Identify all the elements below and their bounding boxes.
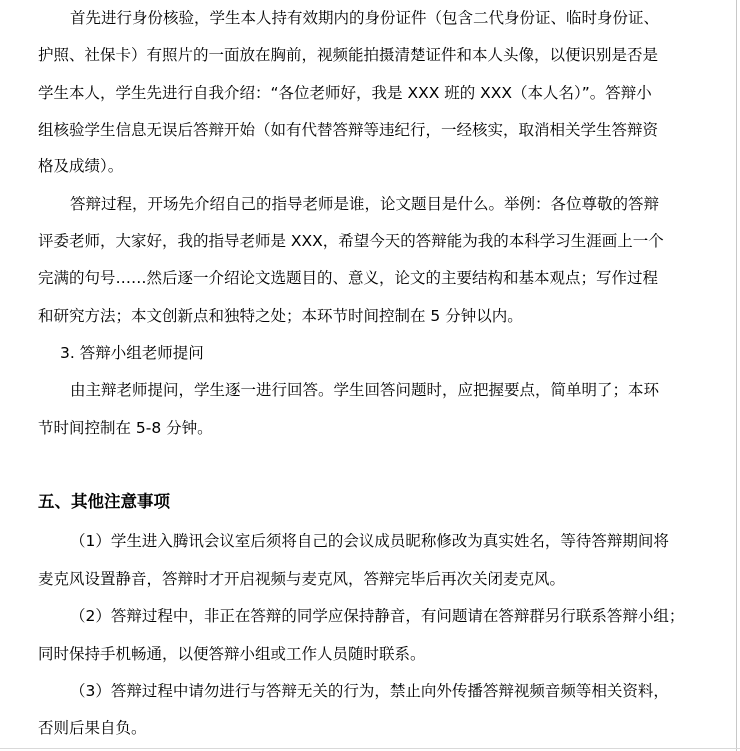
para1-line-4: 组核验学生信息无误后答辩开始（如有代替答辩等违纪行，一经核实，取消相关学生答辩资 [38, 121, 659, 139]
para1-line-3: 学生本人，学生先进行自我介绍：“各位老师好，我是 XXX 班的 XXX（本人名）”。答辩小 [38, 84, 652, 102]
para2-line-3: 完满的句号……然后逐一介绍论文选题目的、意义，论文的主要结构和基本观点；写作过程 [38, 269, 659, 287]
note3-line-2: 否则后果自负。 [38, 719, 147, 737]
page-bottom-divider [0, 748, 740, 749]
note2-line-1: （2）答辩过程中，非正在答辩的同学应保持静音，有问题请在答辩群另行联系答辩小组； [70, 607, 685, 625]
note1-line-2: 麦克风设置静音，答辩时才开启视频与麦克风，答辩完毕后再次关闭麦克风。 [38, 570, 566, 588]
para1-line-1: 首先进行身份核验，学生本人持有效期内的身份证件（包含二代身份证、临时身份证、 [70, 9, 660, 27]
section-heading: 五、其他注意事项 [38, 492, 170, 511]
para1-line-2: 护照、社保卡）有照片的一面放在胸前，视频能拍摄清楚证件和本人头像，以便识别是否是 [38, 46, 659, 64]
note2-line-2: 同时保持手机畅通，以便答辩小组或工作人员随时联系。 [38, 645, 426, 663]
para2-line-2: 评委老师，大家好，我的指导老师是 XXX，希望今天的答辩能为我的本科学习生涯画上一个 [38, 232, 664, 250]
para1-line-5: 格及成绩）。 [38, 157, 124, 175]
para2-line-1: 答辩过程，开场先介绍自己的指导老师是谁，论文题目是什么。举例：各位尊敬的答辩 [70, 195, 660, 213]
item3-title: 3. 答辩小组老师提问 [60, 344, 204, 362]
para2-line-4: 和研究方法；本文创新点和独特之处；本环节时间控制在 5 分钟以内。 [38, 307, 523, 325]
page-edge-divider [736, 0, 737, 751]
item3-line-1: 由主辩老师提问，学生逐一进行回答。学生回答问题时，应把握要点，简单明了；本环 [70, 381, 660, 399]
item3-line-2: 节时间控制在 5-8 分钟。 [38, 419, 213, 437]
note1-line-1: （1）学生进入腾讯会议室后须将自己的会议成员昵称修改为真实姓名，等待答辩期间将 [70, 532, 669, 550]
note3-line-1: （3）答辩过程中请勿进行与答辩无关的行为，禁止向外传播答辩视频音频等相关资料， [70, 682, 669, 700]
